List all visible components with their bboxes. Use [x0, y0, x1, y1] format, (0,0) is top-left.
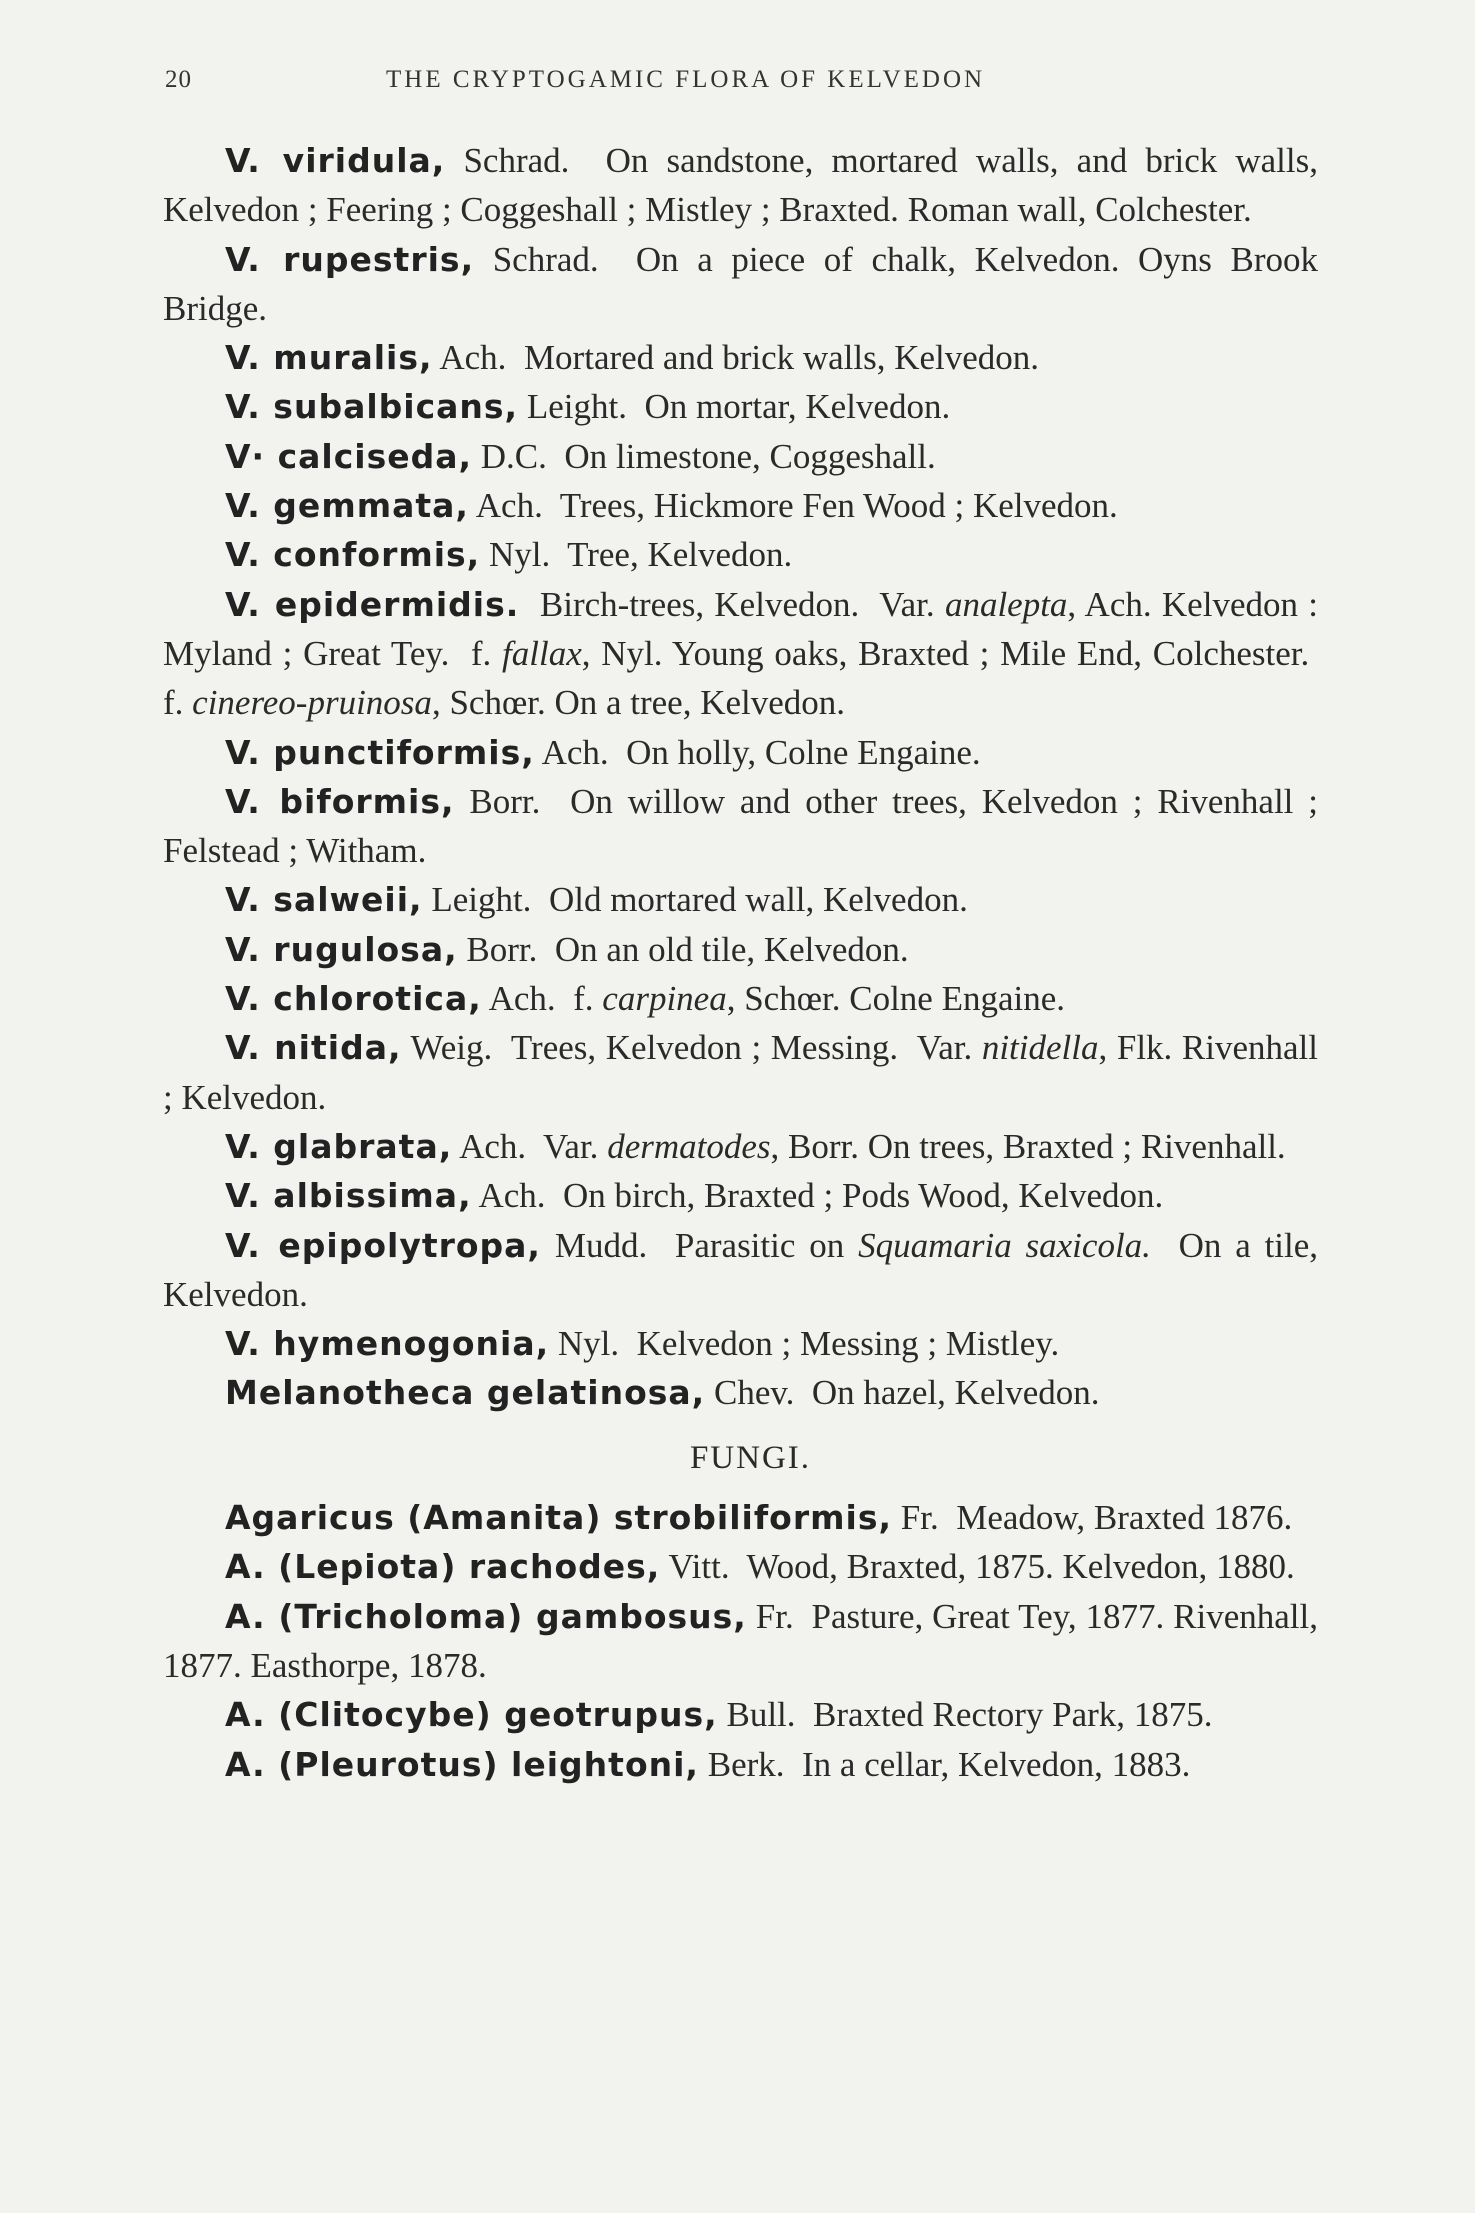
entry-biformis: V. biformis, Borr. On willow and other trees, Kelvedon ; Rivenhall ; Felstead ; Witham.: [163, 781, 1318, 871]
entry-calciseda: V· calciseda, D.C. On limestone, Coggeshall.: [225, 436, 936, 476]
entry-clitocybe: A. (Clitocybe) geotrupus, Bull. Braxted Rectory Park, 1875.: [225, 1695, 1213, 1735]
entry-lepiota: A. (Lepiota) rachodes, Vitt. Wood, Braxted, 1875. Kelvedon, 1880.: [225, 1547, 1295, 1587]
entry-hymenogonia: V. hymenogonia, Nyl. Kelvedon ; Messing ; Mistley.: [225, 1324, 1060, 1364]
running-header: [0, 66, 1475, 106]
entry-amanita: Agaricus (Amanita) strobiliformis, Fr. Meadow, Braxted 1876.: [225, 1498, 1293, 1538]
section-heading-fungi: FUNGI.: [689, 1439, 812, 1476]
entry-punctiformis: V. punctiformis, Ach. On holly, Colne Engaine.: [225, 732, 981, 772]
entry-gemmata: V. gemmata, Ach. Trees, Hickmore Fen Wood ; Kelvedon.: [225, 486, 1118, 526]
entry-salweii: V. salweii, Leight. Old mortared wall, Kelvedon.: [225, 880, 968, 920]
entry-nitida: V. nitida, Weig. Trees, Kelvedon ; Messing. Var. nitidella, Flk. Rivenhall ; Kelvedon.: [163, 1028, 1319, 1117]
entry-conformis: V. conformis, Nyl. Tree, Kelvedon.: [225, 535, 793, 575]
entry-rugulosa: V. rugulosa, Borr. On an old tile, Kelvedon.: [225, 929, 909, 969]
entry-rupestris: V. rupestris, Schrad. On a piece of chalk, Kelvedon. Oyns Brook Bridge.: [163, 239, 1319, 328]
page-number: 20: [165, 66, 192, 93]
page-body: [163, 136, 1318, 1789]
entry-subalbicans: V. subalbicans, Leight. On mortar, Kelvedon.: [225, 387, 951, 427]
entry-glabrata: V. glabrata, Ach. Var. dermatodes, Borr. On trees, Braxted ; Rivenhall.: [225, 1126, 1286, 1166]
entry-epipolytropa: V. epipolytropa, Mudd. Parasitic on Squamaria saxicola. On a tile, Kelvedon.: [163, 1225, 1319, 1314]
entry-muralis: V. muralis, Ach. Mortared and brick walls, Kelvedon.: [225, 338, 1040, 378]
entry-albissima: V. albissima, Ach. On birch, Braxted ; Pods Wood, Kelvedon.: [225, 1176, 1164, 1216]
entry-tricholoma: A. (Tricholoma) gambosus, Fr. Pasture, Great Tey, 1877. Rivenhall, 1877. Easthorpe, 1878.: [163, 1596, 1319, 1685]
entry-pleurotus: A. (Pleurotus) leightoni, Berk. In a cellar, Kelvedon, 1883.: [225, 1744, 1191, 1784]
entry-chlorotica: V. chlorotica, Ach. f. carpinea, Schœr. Colne Engaine.: [225, 979, 1065, 1019]
entry-epidermidis: V. epidermidis. Birch-trees, Kelvedon. Var. analepta, Ach. Kelvedon : Myland ; Great Tey. f. fallax, Nyl. Young oaks, Braxted ; Mile End, Colchester. f. cinereo-pruinosa, Schœr. On a tree, Kelvedon.: [163, 584, 1318, 723]
entry-melanotheca: Melanotheca gelatinosa, Chev. On hazel, Kelvedon.: [225, 1373, 1100, 1413]
entry-viridula: V. viridula, Schrad. On sandstone, mortared walls, and brick walls, Kelvedon ; Feering ; Coggeshall ; Mistley ; Braxted. Roman wall, Colchester.: [163, 141, 1318, 230]
running-title: THE CRYPTOGAMIC FLORA OF KELVEDON: [386, 66, 986, 93]
